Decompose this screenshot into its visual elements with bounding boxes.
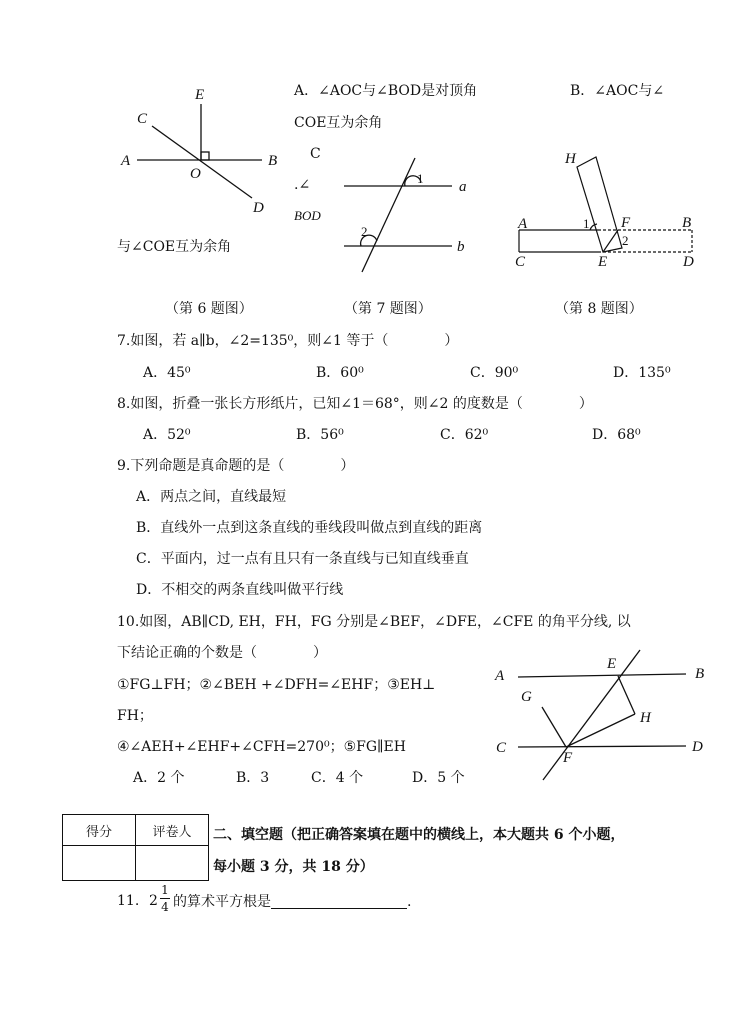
caption-fig8: （第 8 题图） xyxy=(555,301,643,317)
fig8-label-d: D xyxy=(683,254,694,270)
q8-stem: 8.如图，折叠一张长方形纸片，已知∠1＝68°，则∠2 的度数是（ ） xyxy=(117,396,593,412)
fig8-label-a: A xyxy=(518,216,528,232)
q10-option-b: B．3 xyxy=(236,770,270,786)
fig6-label-b: B xyxy=(268,153,278,169)
q8-option-b: B．56⁰ xyxy=(296,427,344,443)
q11-denominator: 4 xyxy=(161,900,169,914)
q7-stem: 7.如图，若 a∥b，∠2=135⁰，则∠1 等于（ ） xyxy=(117,333,459,349)
q9-option-d: D．不相交的两条直线叫做平行线 xyxy=(136,582,344,598)
q8-option-d: D．68⁰ xyxy=(592,427,641,443)
fig6-label-o: O xyxy=(190,166,201,182)
fig6-label-d: D xyxy=(253,200,264,216)
q7-option-c: C．90⁰ xyxy=(470,365,519,381)
q11-number: 11. xyxy=(117,893,140,909)
fig7-label-2: 2 xyxy=(361,224,368,239)
score-header: 得分 xyxy=(63,815,136,846)
q10-stem-line2: 下结论正确的个数是（ ） xyxy=(117,645,327,661)
transversal-ef xyxy=(543,650,640,780)
q11-whole: 2 xyxy=(149,893,158,909)
fig8-label-e: E xyxy=(598,254,608,270)
segment-hf xyxy=(566,714,635,747)
caption-fig7: （第 7 题图） xyxy=(344,301,432,317)
q10-conclusions-line1: ①FG⊥FH；②∠BEH +∠DFH=∠EHF；③EH⊥ xyxy=(117,677,436,693)
q10-option-c: C．4 个 xyxy=(311,770,364,786)
fig8-label-2: 2 xyxy=(622,233,629,248)
figure-8 xyxy=(519,157,692,252)
q7-option-b: B．60⁰ xyxy=(316,365,364,381)
section2-line1 xyxy=(213,828,625,842)
grader-header: 评卷人 xyxy=(136,815,209,846)
q11-answer-blank[interactable] xyxy=(271,894,407,909)
q11-numerator: 1 xyxy=(161,883,169,897)
q10-conclusions-line3: ④∠AEH+∠EHF+∠CFH=270⁰；⑤FG∥EH xyxy=(117,739,406,755)
q8-option-a: A．52⁰ xyxy=(143,427,191,443)
fig6-label-a: A xyxy=(121,153,131,169)
score-cell[interactable] xyxy=(63,846,136,881)
fig10-label-e: E xyxy=(607,656,617,672)
q11-text xyxy=(173,894,411,909)
figure-7 xyxy=(344,158,452,272)
section2-instructions: （把正确答案填在题中的横线上，本大题共 6 个小题， xyxy=(283,827,625,843)
fig8-label-1: 1 xyxy=(583,216,590,231)
line-cd xyxy=(518,746,686,747)
caption-fig6: （第 6 题图） xyxy=(165,301,253,317)
q9-stem: 9.下列命题是真命题的是（ ） xyxy=(117,458,355,474)
q7-option-d: D．135⁰ xyxy=(613,365,671,381)
q6-option-c-bod: BOD xyxy=(294,208,321,223)
fig6-label-e: E xyxy=(195,87,205,103)
q9-option-c: C．平面内，过一点有且只有一条直线与已知直线垂直 xyxy=(136,551,469,567)
fig10-label-c: C xyxy=(496,740,507,756)
q6-option-b-line1: B．∠AOC与∠ xyxy=(570,83,665,99)
fig10-label-f: F xyxy=(563,750,573,766)
fold-line-ef xyxy=(603,230,618,252)
segment-eh xyxy=(618,676,635,714)
q6-option-c-letter: C xyxy=(310,146,321,162)
q8-option-c: C．62⁰ xyxy=(440,427,489,443)
right-angle-mark xyxy=(201,152,209,160)
fig10-label-h: H xyxy=(640,710,651,726)
fig7-label-1: 1 xyxy=(417,171,424,186)
q9-option-a: A．两点之间，直线最短 xyxy=(136,489,287,505)
q11-question: 的算术平方根是 xyxy=(173,894,271,910)
fig10-label-a: A xyxy=(495,668,505,684)
folded-part xyxy=(577,157,622,252)
fig7-label-b: b xyxy=(457,239,465,255)
q6-option-c-tail: 与∠COE互为余角 xyxy=(117,239,232,255)
figure-6 xyxy=(137,104,262,198)
fig7-label-a: a xyxy=(459,179,467,195)
q6-option-a: A．∠AOC与∠BOD是对顶角 xyxy=(294,83,478,99)
q10-option-a: A．2 个 xyxy=(133,770,185,786)
ray-fg xyxy=(542,707,566,747)
fig10-label-d: D xyxy=(692,739,703,755)
q6-option-c-dot: .∠ xyxy=(294,177,311,193)
q11-period: . xyxy=(407,894,412,910)
q10-conclusions-line2: FH； xyxy=(117,708,153,724)
fig6-label-c: C xyxy=(137,111,148,127)
q11-fraction xyxy=(160,884,170,913)
line-cd xyxy=(152,126,252,198)
q6-option-b-line2: COE互为余角 xyxy=(294,115,383,131)
q7-option-a: A．45⁰ xyxy=(143,365,191,381)
fig10-label-b: B xyxy=(695,666,705,682)
q10-stem-line1: 10.如图，AB∥CD, EH，FH，FG 分别是∠BEF，∠DFE，∠CFE 的角平分线, 以 xyxy=(117,614,631,630)
section2-title: 二、填空题 xyxy=(213,827,283,843)
figure-10 xyxy=(518,650,686,780)
fig8-label-c: C xyxy=(515,254,526,270)
score-table xyxy=(62,814,209,881)
fig8-label-b: B xyxy=(682,215,692,231)
fig8-label-f: F xyxy=(621,215,631,231)
q10-option-d: D．5 个 xyxy=(412,770,465,786)
fig10-label-g: G xyxy=(521,689,532,705)
grader-cell[interactable] xyxy=(136,846,209,881)
q9-option-b: B．直线外一点到这条直线的垂线段叫做点到直线的距离 xyxy=(136,520,483,536)
line-ab xyxy=(518,674,686,677)
section2-line2: 每小题 3 分，共 18 分） xyxy=(213,859,374,875)
fig8-label-h: H xyxy=(565,151,576,167)
transversal xyxy=(362,158,415,272)
